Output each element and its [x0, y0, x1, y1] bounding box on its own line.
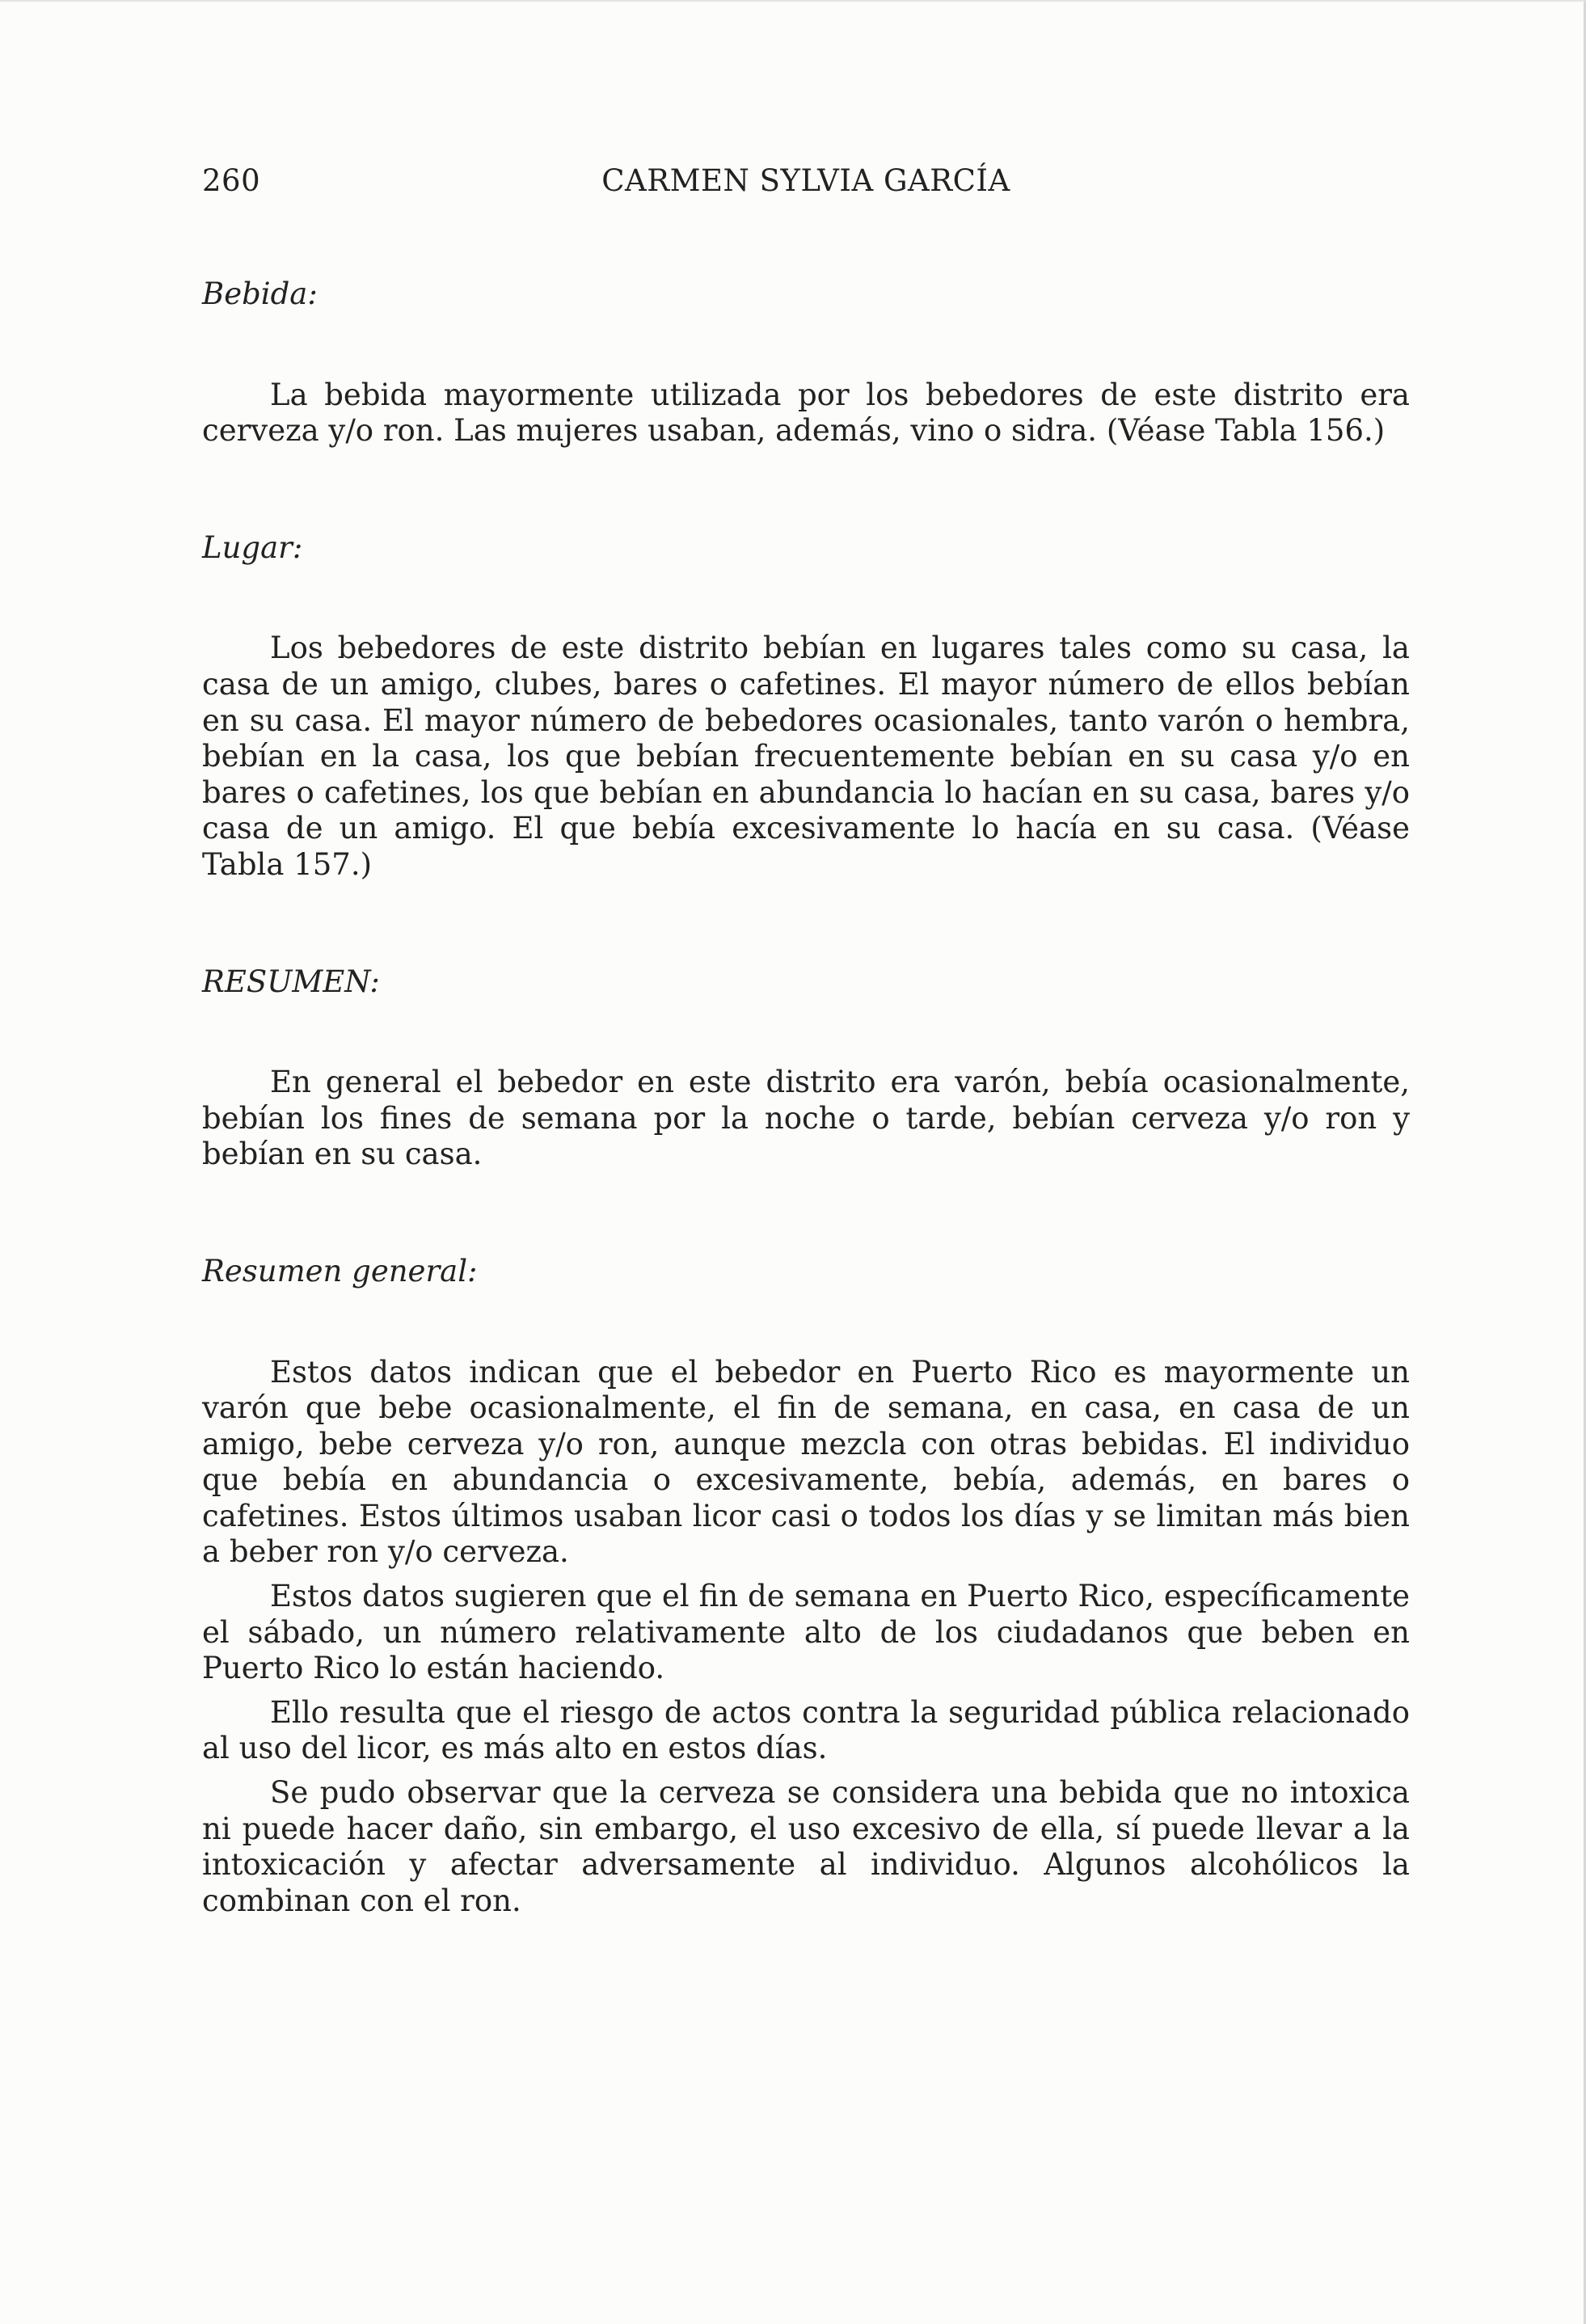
section-lugar: [202, 530, 1410, 884]
paragraph-bebida: La bebida mayormente utilizada por los bebedores de este distrito era cerveza y/o ron. Las mujeres usaban, además, vino o sidra. (Véase Tabla 156.): [202, 377, 1410, 449]
page-number: 260: [202, 163, 261, 198]
paragraph-resumen: En general el bebedor en este distrito era varón, bebía ocasionalmente, bebían los fines de semana por la noche o tarde, bebían cerveza y/o ron y bebían en su casa.: [202, 1065, 1410, 1172]
section-resumen-general: [202, 1254, 1410, 1920]
section-heading-bebida: Bebida:: [202, 276, 318, 311]
section-heading-resumen: RESUMEN:: [202, 964, 380, 999]
section-resumen: [202, 964, 1410, 1173]
running-head-author: CARMEN SYLVIA GARCÍA: [601, 163, 1010, 198]
paragraph-resumen-general-2: Estos datos sugieren que el fin de semana en Puerto Rico, específicamente el sábado, un número relativamente alto de los ciudadanos que beben en Puerto Rico lo están haciendo.: [202, 1579, 1410, 1686]
section-heading-resumen-general: Resumen general:: [202, 1253, 478, 1289]
page-body: [202, 276, 1410, 1919]
section-bebida: [202, 276, 1410, 449]
paragraph-resumen-general-3: Ello resulta que el riesgo de actos contra la seguridad pública relacionado al uso del licor, es más alto en estos días.: [202, 1694, 1410, 1766]
paragraph-resumen-general-4: Se pudo observar que la cerveza se considera una bebida que no intoxica ni puede hacer daño, sin embargo, el uso excesivo de ella, sí puede llevar a la intoxicación y afectar adversamente al individuo. Algunos alcohólicos la combinan con el ron.: [202, 1775, 1410, 1918]
section-heading-lugar: Lugar:: [202, 529, 303, 565]
paragraph-resumen-general-1: Estos datos indican que el bebedor en Puerto Rico es mayormente un varón que bebe ocasionalmente, el fin de semana, en casa, en casa de un amigo, bebe cerveza y/o ron, aunque mezcla con otras bebidas. El individuo que bebía en abundancia o excesivamente, bebía, además, en bares o cafetines. Estos últimos usaban licor casi o todos los días y se limitan más bien a beber ron y/o cerveza.: [202, 1354, 1410, 1570]
page-header: [202, 163, 1415, 212]
paragraph-lugar: Los bebedores de este distrito bebían en lugares tales como su casa, la casa de un amigo, clubes, bares o cafetines. El mayor número de ellos bebían en su casa. El mayor número de bebedores ocasionales, tanto varón o hembra, bebían en la casa, los que bebían frecuentemente bebían en su casa y/o en bares o cafetines, los que bebían en abundancia lo hacían en su casa, bares y/o casa de un amigo. El que bebía excesivamente lo hacía en su casa. (Véase Tabla 157.): [202, 631, 1410, 882]
